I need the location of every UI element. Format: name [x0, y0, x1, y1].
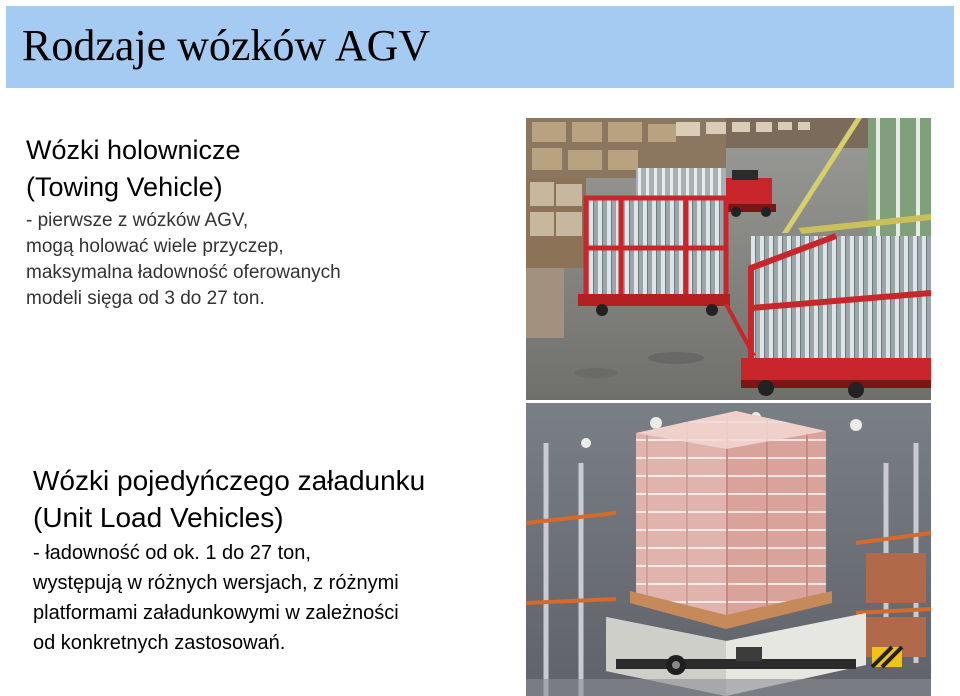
- unit-load-line: platformami załadunkowymi w zależności: [33, 602, 399, 624]
- unit-load-section: [33, 462, 503, 658]
- unit-load-line: występują w różnych wersjach, z różnymi: [33, 572, 399, 594]
- towing-heading-line-1: Wózki holownicze: [26, 135, 241, 165]
- towing-line: mogą holować wiele przyczep,: [26, 236, 284, 257]
- unit-load-description: [33, 538, 503, 658]
- towing-line: modeli sięga od 3 do 27 ton.: [26, 288, 265, 309]
- title-bar: [6, 6, 954, 88]
- unit-load-heading-line-2: (Unit Load Vehicles): [33, 502, 284, 533]
- towing-line: maksymalna ładowność oferowanych: [26, 262, 341, 283]
- unit-load-heading-line-1: Wózki pojedyńczego załadunku: [33, 465, 426, 496]
- towing-vehicle-section: [26, 132, 496, 312]
- towing-vehicle-photo: [526, 118, 931, 400]
- towing-line: - pierwsze z wózków AGV,: [26, 210, 249, 231]
- unit-load-vehicle-photo: [526, 403, 931, 696]
- slide-title: Rodzaje wózków AGV: [22, 21, 431, 70]
- towing-heading-line-2: (Towing Vehicle): [26, 172, 223, 202]
- towing-description: [26, 208, 496, 312]
- unit-load-line: - ładowność od ok. 1 do 27 ton,: [33, 542, 311, 564]
- unit-load-line: od konkretnych zastosowań.: [33, 632, 286, 654]
